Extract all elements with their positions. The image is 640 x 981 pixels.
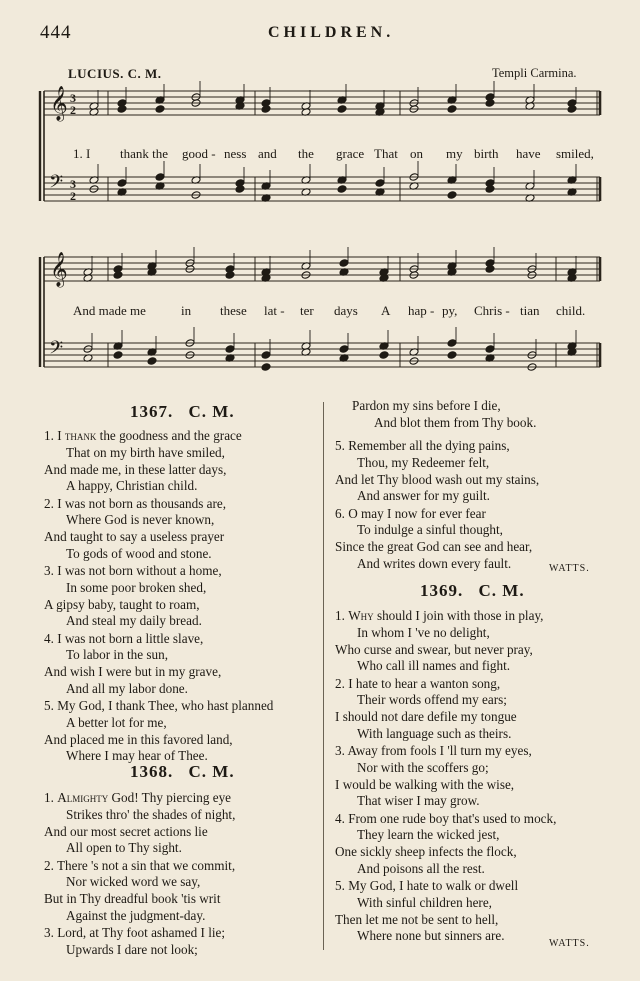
treble-clef: 𝄞 xyxy=(50,252,68,287)
verse-line xyxy=(44,496,226,513)
verse-line: Pardon my sins before I die, xyxy=(352,398,501,413)
verse-line: They learn the wicked jest, xyxy=(357,827,500,843)
verse-line xyxy=(44,790,235,807)
treble-clef: 𝄞 xyxy=(50,86,68,121)
note-head xyxy=(447,339,457,348)
note-head xyxy=(447,351,457,360)
running-title: CHILDREN. xyxy=(268,24,395,41)
verse xyxy=(44,925,225,959)
verse xyxy=(335,878,518,945)
verse-line: Who curse and swear, but never pray, xyxy=(335,641,533,657)
verse-line: One sickly sheep infects the flock, xyxy=(335,844,517,860)
verse-lead-word: Why xyxy=(348,608,374,623)
hymn-meter: C. M. xyxy=(473,581,525,600)
note-head xyxy=(113,351,123,360)
verse xyxy=(44,790,235,857)
verse-line: And taught to say a useless prayer xyxy=(44,529,225,545)
lyric-syllable: have xyxy=(516,146,541,161)
verse-number: 2. xyxy=(335,675,349,691)
verse-line: With language such as theirs. xyxy=(357,725,512,741)
verse-line-text: There 's not a sin that we commit, xyxy=(56,857,236,873)
lyric-syllable: lat - xyxy=(264,303,285,318)
hymn-number-heading xyxy=(130,762,235,782)
verse-line: Upwards I dare not look; xyxy=(66,941,198,957)
verse xyxy=(335,608,543,675)
verse-number: 4. xyxy=(335,810,349,826)
verse-line: Nor wicked word we say, xyxy=(66,874,201,890)
verse-line: A better lot for me, xyxy=(66,714,167,730)
tune-name: LUCIUS. C. M. xyxy=(68,66,162,81)
verse xyxy=(44,428,242,495)
verse-line: Strikes thro' the shades of night, xyxy=(66,806,236,822)
verse-line xyxy=(335,743,532,760)
verse-line: Where none but sinners are. xyxy=(357,928,505,944)
lyric-syllable: birth xyxy=(474,146,499,161)
verse-line-text: God! Thy piercing eye xyxy=(108,790,232,805)
verse-line xyxy=(44,631,221,648)
lyric-syllable: smiled, xyxy=(556,146,594,161)
hymn-author: WATTS. xyxy=(549,938,590,949)
verse-line xyxy=(335,811,556,828)
note-head xyxy=(337,105,347,114)
verse-number: 2. xyxy=(44,495,58,511)
verse-line: Where I may hear of Thee. xyxy=(66,748,208,764)
lyric-syllable: tian xyxy=(520,303,540,318)
lyric-syllable: these xyxy=(220,303,247,318)
verse-line-text: I was not born without a home, xyxy=(57,563,222,578)
verse-line xyxy=(335,608,543,625)
verse-line: To indulge a sinful thought, xyxy=(357,522,503,538)
verse-line-text: I was not born a little slave, xyxy=(57,630,204,646)
verse-line-text: the goodness and the grace xyxy=(96,428,242,443)
verse-lead-word: I thank xyxy=(57,428,97,443)
note-head xyxy=(447,191,457,200)
music-score xyxy=(0,0,640,400)
verse-line: To gods of wood and stone. xyxy=(66,545,212,561)
verse-number: 3. xyxy=(44,563,58,578)
verse-line xyxy=(44,925,225,942)
verse-line: That wiser I may grow. xyxy=(357,793,480,809)
verse-number: 5. xyxy=(335,878,349,893)
verse-line: And steal my daily bread. xyxy=(66,613,202,629)
verse-line: Then let me not be sent to hell, xyxy=(335,911,499,927)
verse-line-text: I hate to hear a wanton song, xyxy=(348,675,501,691)
hymn-number: 1369. xyxy=(420,581,464,600)
verse-number: 2. xyxy=(44,857,57,873)
note-head xyxy=(339,345,349,354)
verse xyxy=(335,438,539,505)
note-head xyxy=(379,351,389,360)
verse-line xyxy=(335,438,539,455)
verse-line: And writes down every fault. xyxy=(357,555,512,571)
verse-line: And all my labor done. xyxy=(66,680,188,696)
lyric-syllable: That xyxy=(374,146,398,161)
verse-line-text: I was not born as thousands are, xyxy=(57,495,227,511)
verse-line-text: My God, I thank Thee, who hast planned xyxy=(57,698,274,713)
lyric-syllable: the xyxy=(298,146,314,161)
verse-line: And poisons all the rest. xyxy=(357,860,485,876)
lyric-syllable: A xyxy=(381,303,391,318)
note-head xyxy=(117,179,127,188)
verse-line: That on my birth have smiled, xyxy=(66,444,225,460)
verse-line: In some poor broken shed, xyxy=(66,579,207,595)
lyric-syllable: ter xyxy=(300,303,314,318)
lyric-syllable: Chris - xyxy=(474,303,510,318)
column-divider xyxy=(323,402,324,950)
verse-line: And placed me in this favored land, xyxy=(44,731,233,747)
verse-line: In whom I 've no delight, xyxy=(357,624,490,640)
verse-line: All open to Thy sight. xyxy=(66,840,182,856)
verse-line-text: should I join with those in play, xyxy=(373,608,544,623)
verse-line: Against the judgment-day. xyxy=(66,907,206,923)
note-head xyxy=(447,105,457,114)
bass-clef: 𝄢 xyxy=(49,172,64,197)
verse-line: A gipsy baby, taught to roam, xyxy=(44,596,200,612)
hymn-number: 1368. xyxy=(130,762,174,781)
verse xyxy=(335,676,517,743)
verse-number: 1. xyxy=(44,428,58,443)
time-signature-bottom: 2 xyxy=(70,103,76,117)
lyric-syllable: py, xyxy=(442,303,458,318)
verse xyxy=(44,858,235,925)
lyric-syllable: thank the xyxy=(120,146,169,161)
verse-line: Who call ill names and fight. xyxy=(357,658,511,674)
note-head xyxy=(261,351,271,360)
verse-line-text: Away from fools I 'll turn my eyes, xyxy=(347,743,532,758)
note-head xyxy=(375,179,385,188)
verse xyxy=(44,496,226,563)
lyric-syllable: in xyxy=(181,303,192,318)
verse-line-text: From one rude boy that's used to mock, xyxy=(348,810,557,826)
lyric-syllable: grace xyxy=(336,146,365,161)
time-signature-bottom: 2 xyxy=(70,189,76,203)
note-head xyxy=(261,363,271,372)
note-head xyxy=(155,173,165,182)
verse-number: 6. xyxy=(335,505,349,521)
verse-line: Since the great God can see and hear, xyxy=(335,539,533,555)
verse xyxy=(44,563,222,630)
verse-line xyxy=(44,698,273,715)
verse-line xyxy=(44,563,222,580)
verse-line: Where God is never known, xyxy=(66,512,215,528)
verse xyxy=(335,506,532,573)
verse-number: 3. xyxy=(44,925,58,940)
page-number: 444 xyxy=(40,22,72,43)
time-signature-top: 3 xyxy=(70,91,76,105)
lyric-syllable: hap - xyxy=(408,303,435,318)
hymn-number-heading xyxy=(420,581,525,601)
verse-line: Thou, my Redeemer felt, xyxy=(357,454,490,470)
bass-clef: 𝄢 xyxy=(49,338,64,363)
verse-line: I would be walking with the wise, xyxy=(335,776,515,792)
verse-continuation xyxy=(352,398,536,432)
verse-line: And let Thy blood wash out my stains, xyxy=(335,471,540,487)
lyric-syllable: and xyxy=(258,146,277,161)
verse-line: A happy, Christian child. xyxy=(66,478,198,494)
verse xyxy=(44,698,273,765)
verse-number: 5. xyxy=(44,698,58,713)
verse-line xyxy=(44,858,235,875)
verse xyxy=(335,811,556,878)
verse xyxy=(44,631,221,698)
note-head xyxy=(485,345,495,354)
verse-line: But in Thy dreadful book 'tis writ xyxy=(44,891,221,907)
hymn-author: WATTS. xyxy=(549,563,590,574)
verse-line: And answer for my guilt. xyxy=(357,488,490,504)
note-head xyxy=(147,357,157,366)
verse-line: To labor in the sun, xyxy=(66,647,168,663)
lyric-syllable: good - xyxy=(182,146,216,161)
verse-line: And blot them from Thy book. xyxy=(374,414,537,430)
hymn-meter: C. M. xyxy=(183,762,235,781)
note-head xyxy=(225,345,235,354)
verse xyxy=(335,743,532,810)
hymn-number: 1367. xyxy=(130,402,174,421)
verse-line-text: Remember all the dying pains, xyxy=(348,438,510,453)
verse-line: And made me, in these latter days, xyxy=(44,461,227,477)
lyric-syllable: on xyxy=(410,146,423,161)
verse-number: 4. xyxy=(44,630,58,646)
verse-line: With sinful children here, xyxy=(357,894,492,910)
hymn-number-heading xyxy=(130,402,235,422)
verse-line-text: Lord, at Thy foot ashamed I lie; xyxy=(57,925,226,940)
lyric-syllable: 1. I xyxy=(73,146,91,161)
verse-number: 3. xyxy=(335,743,348,758)
verse-line: And our most secret actions lie xyxy=(44,823,208,839)
verse-line xyxy=(335,506,532,523)
note-head xyxy=(339,259,349,268)
verse-number: 1. xyxy=(44,790,58,805)
verse-line: And wish I were but in my grave, xyxy=(44,664,222,680)
lyric-syllable: days xyxy=(334,303,358,318)
verse-line: Nor with the scoffers go; xyxy=(357,759,489,775)
lyric-syllable: child. xyxy=(556,303,586,318)
verse-number: 5. xyxy=(335,438,349,453)
lyric-syllable: And made me xyxy=(73,303,146,318)
verse-number: 1. xyxy=(335,608,349,623)
verse-line xyxy=(44,428,242,445)
time-signature-top: 3 xyxy=(70,177,76,191)
verse-lead-word: Almighty xyxy=(57,790,109,805)
verse-line: I should not dare defile my tongue xyxy=(335,709,517,725)
note-head xyxy=(337,185,347,194)
hymn-meter: C. M. xyxy=(183,402,235,421)
note-head xyxy=(155,105,165,114)
verse-line xyxy=(335,878,518,895)
tune-source: Templi Carmina. xyxy=(492,66,577,80)
verse-line: Their words offend my ears; xyxy=(357,692,507,708)
verse-line xyxy=(335,676,517,693)
lyric-syllable: ness xyxy=(224,146,247,161)
verse-line-text: O may I now for ever fear xyxy=(348,505,486,521)
lyric-syllable: my xyxy=(446,146,463,161)
verse-line-text: My God, I hate to walk or dwell xyxy=(348,878,519,893)
